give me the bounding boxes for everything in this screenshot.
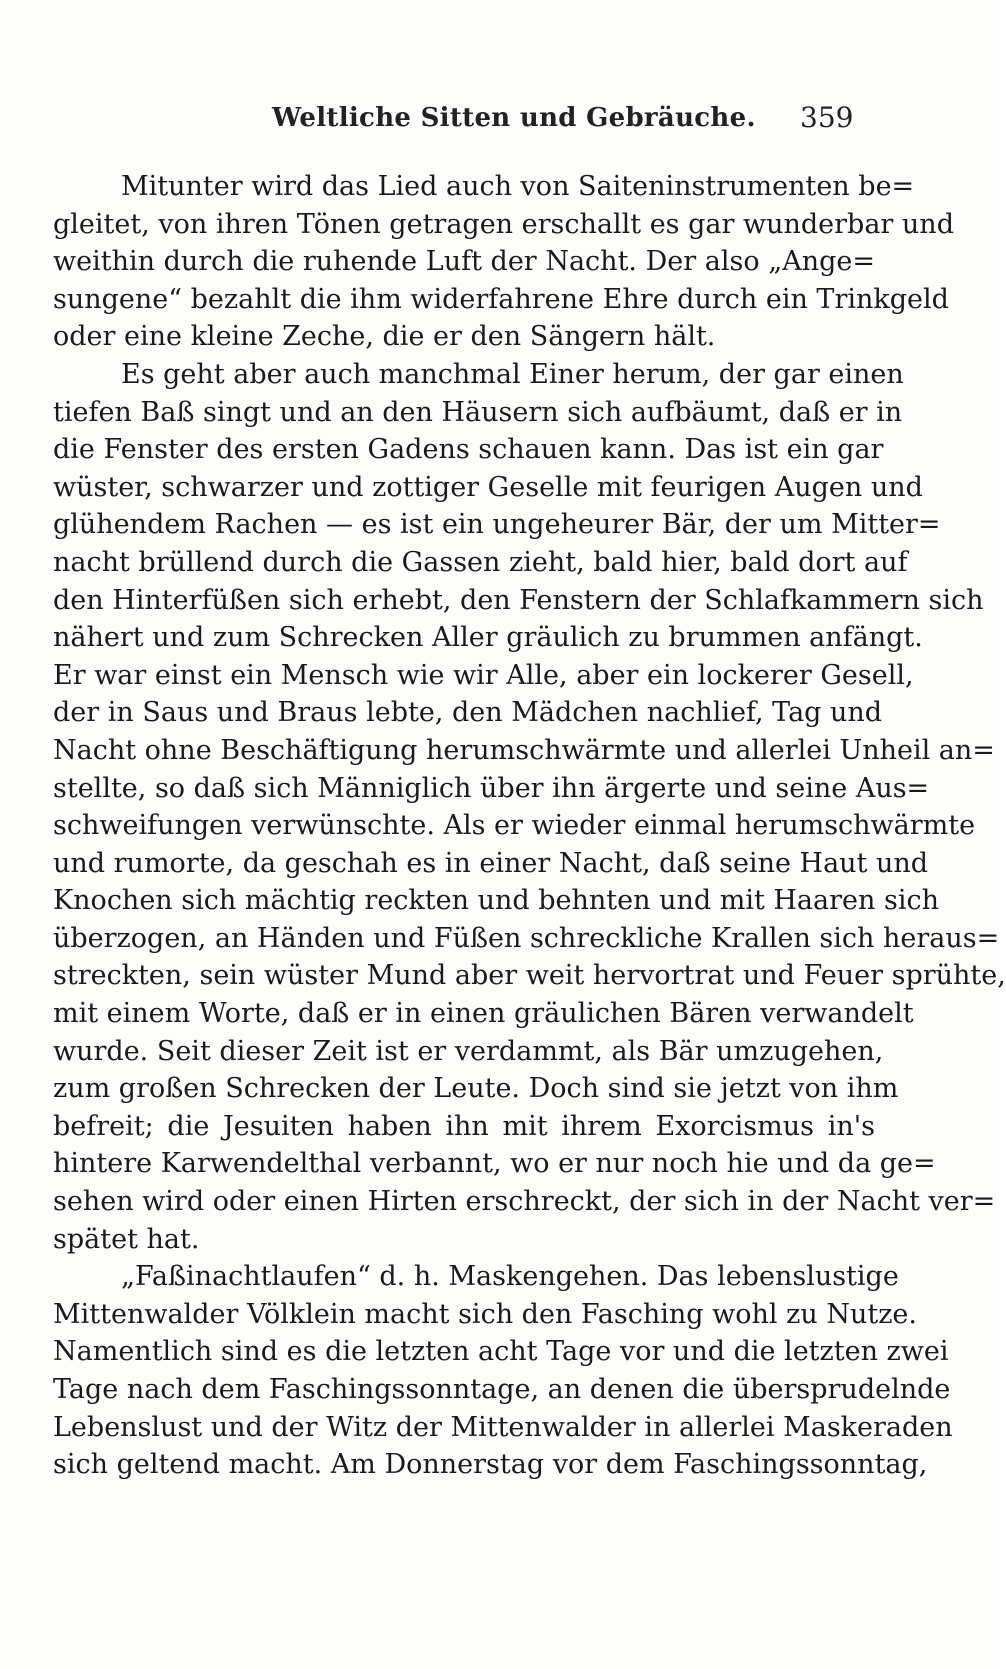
text-line: sungene“ bezahlt die ihm widerfahrene Ehre durch ein Trinkgeld [53,283,949,315]
text-line: sich geltend macht. Am Donnerstag vor dem Faschingssonntag, [53,1449,928,1481]
page-number: 359 [800,101,854,134]
body-text [53,168,1006,1484]
text-line: wurde. Seit dieser Zeit ist er verdammt, als Bär umzugehen, [53,1035,884,1067]
text-line: mit einem Worte, daß er in einen gräulichen Bären verwandelt [53,998,914,1030]
text-line: Knochen sich mächtig reckten und behnten und mit Haaren sich [53,885,939,917]
text-line: schweifungen verwünschte. Als er wieder einmal herumschwärmte [53,810,976,842]
text-line: streckten, sein wüster Mund aber weit hervortrat und Feuer sprühte, [53,960,1006,992]
text-line: wüster, schwarzer und zottiger Geselle mit feurigen Augen und [53,471,923,503]
text-line: spätet hat. [53,1223,200,1255]
text-line: weithin durch die ruhende Luft der Nacht. Der also „Ange= [53,246,875,278]
text-line: Tage nach dem Faschingssonntage, an denen die übersprudelnde [53,1374,951,1405]
text-line: glühendem Rachen — es ist ein ungeheurer Bär, der um Mitter= [53,509,941,541]
text-line: „Faßinachtlaufen“ d. h. Maskengehen. Das lebenslustige [121,1261,899,1293]
text-line: überzogen, an Händen und Füßen schreckliche Krallen sich heraus= [53,922,1000,954]
text-line: Namentlich sind es die letzten acht Tage vor und die letzten zwei [53,1336,949,1368]
running-title: Weltliche Sitten und Gebräuche. [272,103,756,133]
text-line: den Hinterfüßen sich erhebt, den Fenstern der Schlafkammern sich [53,584,984,616]
text-line: Mittenwalder Völklein macht sich den Fasching wohl zu Nutze. [53,1298,917,1330]
text-line: sehen wird oder einen Hirten erschreckt, der sich in der Nacht ver= [53,1186,996,1218]
text-line: Er war einst ein Mensch wie wir Alle, aber ein lockerer Gesell, [53,659,914,691]
text-line: hintere Karwendelthal verbannt, wo er nur noch hie und da ge= [53,1148,936,1180]
text-line: zum großen Schrecken der Leute. Doch sind sie jetzt von ihm [53,1073,899,1105]
text-line: Lebenslust und der Witz der Mittenwalder in allerlei Maskeraden [53,1411,953,1443]
text-line: der in Saus und Braus lebte, den Mädchen nachlief, Tag und [53,697,883,729]
text-line: Es geht aber auch manchmal Einer herum, der gar einen [121,358,904,390]
text-line: Mitunter wird das Lied auch von Saiteninstrumenten be= [121,171,915,202]
text-line: befreit; die Jesuiten haben ihn mit ihrem Exorcismus in's [53,1110,875,1142]
text-line: nähert und zum Schrecken Aller gräulich zu brummen anfängt. [53,622,923,654]
page-header [0,103,1000,143]
text-line: und rumorte, da geschah es in einer Nacht, daß seine Haut und [53,847,929,879]
text-line: stellte, so daß sich Männiglich über ihn ärgerte und seine Aus= [53,772,930,804]
text-line: tiefen Baß singt und an den Häusern sich aufbäumt, daß er in [53,396,903,428]
text-line: die Fenster des ersten Gadens schauen kann. Das ist ein gar [53,434,884,466]
text-line: nacht brüllend durch die Gassen zieht, bald hier, bald dort auf [53,546,908,578]
text-line: Nacht ohne Beschäftigung herumschwärmte und allerlei Unheil an= [53,734,995,766]
text-line: gleitet, von ihren Tönen getragen erschallt es gar wunderbar und [53,208,954,240]
text-line: oder eine kleine Zeche, die er den Sängern hält. [53,321,716,353]
